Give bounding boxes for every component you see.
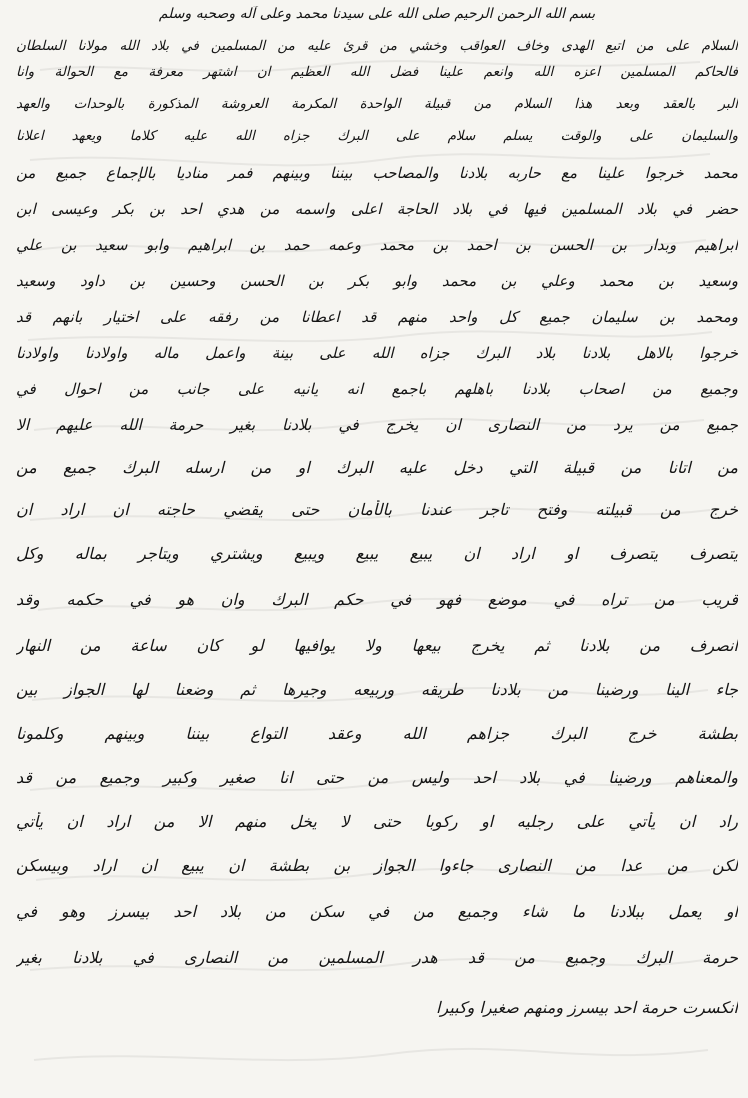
- manuscript-line: جميع من يرد من النصارى ان يخرج في بلادنا بغير حرمة الله عليهم الا: [16, 416, 738, 434]
- manuscript-line: خرجوا بالاهل بلادنا بلاد البرك جزاه الله على بينة واعمل ماله واولادنا واولادنا: [16, 344, 738, 362]
- manuscript-line: والمعناهم ورضينا في بلاد احد وليس من حتى انا صغير وكبير وجميع من قد: [16, 768, 738, 787]
- manuscript-line: لكن من عدا من النصارى جاءوا الجواز بن بطشة ان يبيع ان اراد وبيسكن: [16, 856, 738, 875]
- manuscript-line: البر بالعقد وبعد هذا السلام من قبيلة الواحدة المكرمة العروشة المذكورة بالوحدات والعهد: [16, 96, 738, 112]
- manuscript-line: حرمة البرك وجميع من قد هدر المسلمين من النصارى في بلادنا بغير: [16, 948, 738, 967]
- manuscript-line: حضر في بلاد المسلمين فيها في بلاد الحاجة اعلى واسمه من هدي احد بن بكر وعيسى ابن: [16, 200, 738, 218]
- manuscript-line: او يعمل ببلادنا ما شاء وجميع من في سكن من بلاد احد بيسرز وهو في: [16, 902, 738, 921]
- manuscript-line: يتصرف يتصرف او اراد ان يبيع يبيع ويبيع ويشتري ويتاجر بماله وكل: [16, 544, 738, 563]
- manuscript-text-block: [16, 0, 738, 1098]
- manuscript-line: السلام على من اتبع الهدى وخاف العواقب وخشي من قرئ عليه من المسلمين في بلاد الله مولانا السلطان: [16, 38, 738, 54]
- manuscript-line: فالحاكم المسلمين اعزه الله وانعم علينا فضل الله العظيم ان اشتهر معرفة مع الحوالة وانا: [16, 64, 738, 80]
- manuscript-line: جاء الينا ورضينا من بلادنا طريقه وربيعه وجيرها ثم وضعنا لها الجواز بين: [16, 680, 738, 699]
- manuscript-line: وسعيد بن محمد وعلي بن محمد وابو بكر بن الحسن وحسين بن داود وسعيد: [16, 272, 738, 290]
- manuscript-line: انصرف من بلادنا ثم يخرج بيعها ولا يوافيها لو كان ساعة من النهار: [16, 636, 738, 655]
- manuscript-heading: بسم الله الرحمن الرحيم صلى الله على سيدنا محمد وعلى آله وصحبه وسلم: [158, 6, 596, 22]
- manuscript-line: ابراهيم وبدار بن الحسن بن احمد بن محمد وعمه حمد بن ابراهيم وابو سعيد بن علي: [16, 236, 738, 254]
- manuscript-line: راد ان يأتي على رجليه او ركوبا حتى لا يخل منهم الا من اراد ان يأتي: [16, 812, 738, 831]
- manuscript-line: وجميع من اصحاب بلادنا باهلهم باجمع انه يانيه على جانب من احوال في: [16, 380, 738, 398]
- manuscript-line: قريب من تراه في موضع فهو في حكم البرك وان هو في حكمه وقد: [16, 590, 738, 609]
- manuscript-line: انكسرت حرمة احد بيسرز ومنهم صغيرا وكبيرا: [436, 998, 738, 1017]
- manuscript-line: بطشة خرج البرك جزاهم الله وعقد التواع بيننا وبينهم وكلمونا: [16, 724, 738, 743]
- manuscript-line: من اتانا من قبيلة التي دخل عليه البرك او من ارسله البرك جميع من: [16, 458, 738, 477]
- manuscript-line: محمد خرجوا علينا مع حاربه بلادنا والمصاحب بيننا وبينهم فمر مناديا بالإجماع جميع من: [16, 164, 738, 182]
- manuscript-line: والسليمان على والوقت يسلم سلام على البرك جزاه الله عليه كلاما ويعهد اعلانا: [16, 128, 738, 144]
- manuscript-line: ومحمد بن سليمان جميع كل واحد منهم قد اعطانا من رفقه على اختيار بانهم قد: [16, 308, 738, 326]
- manuscript-line: خرج من قبيلته وفتح تاجر عندنا بالأمان حتى يقضي حاجته ان اراد ان: [16, 500, 738, 519]
